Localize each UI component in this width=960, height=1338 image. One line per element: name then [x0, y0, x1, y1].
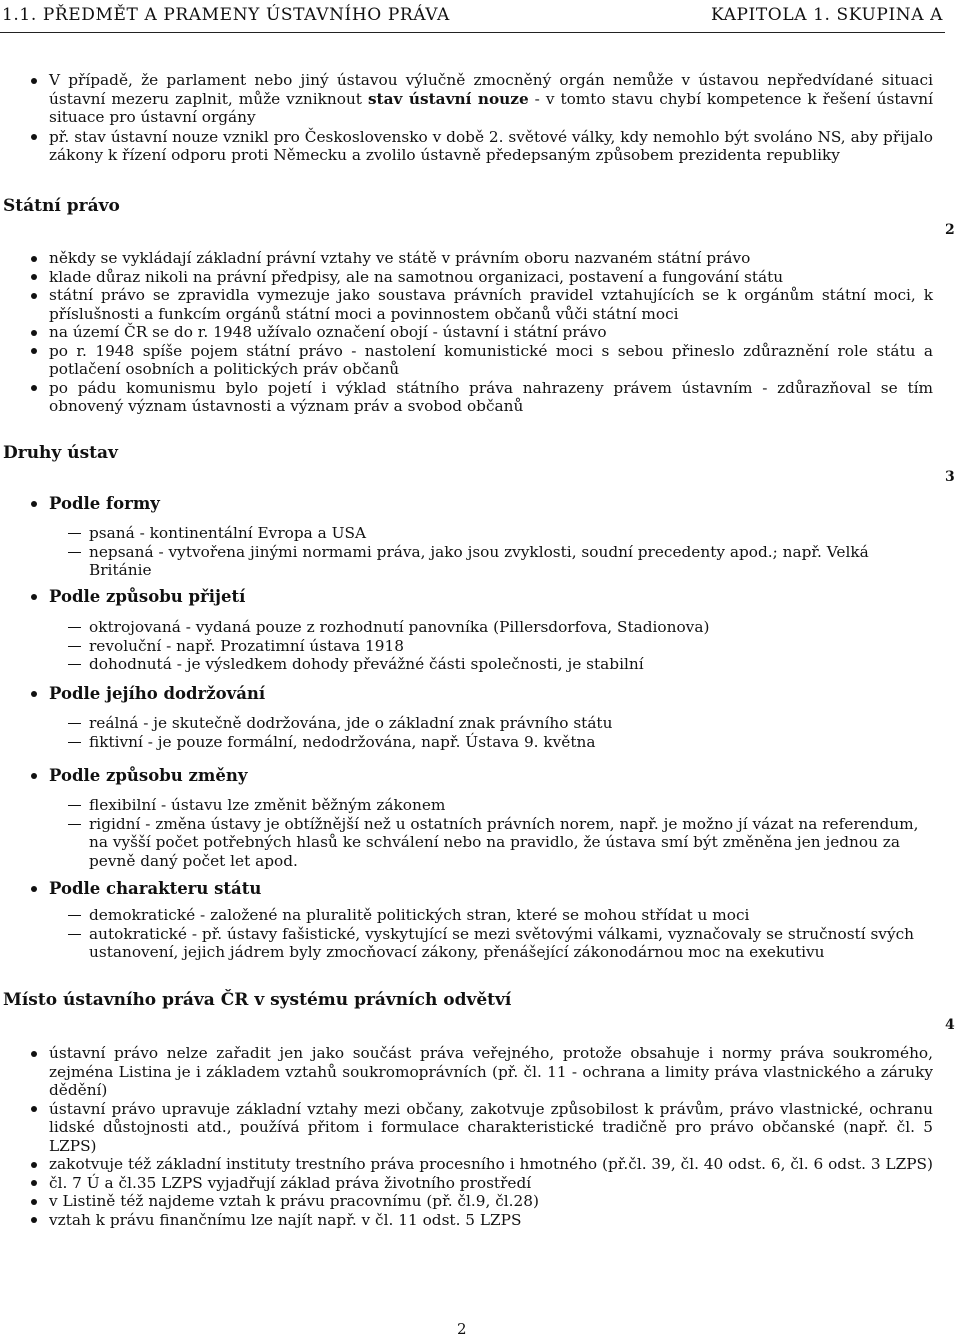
- sub-list: [89, 618, 928, 674]
- statni-pravo-list: [49, 249, 933, 416]
- list-item: fiktivní - je pouze formální, nedodržována, např. Ústava 9. května: [89, 733, 928, 752]
- section-heading-druhy-ustav: Druhy ústav: [3, 443, 118, 463]
- header-chapter-title: KAPITOLA 1. SKUPINA A: [711, 5, 943, 25]
- misto-list: [49, 1044, 933, 1229]
- list-item: flexibilní - ústavu lze změnit běžným zákonem: [89, 796, 928, 815]
- list-item: zakotvuje též základní instituty trestního práva procesního i hmotného (př.čl. 39, čl. 40 odst. 6, čl. 6 odst. 3 LZPS): [49, 1155, 933, 1173]
- section-number: 2: [945, 222, 955, 238]
- list-item: autokratické - př. ústavy fašistické, vyskytující se mezi světovými válkami, vyznačovaly se stručností svých ustanovení, jejich jádrem byly zmocňovací zákony, přenášející zákonodárnou moc na exekutivu: [89, 925, 928, 962]
- term-bold: stav ústavní nouze: [367, 89, 529, 108]
- sub-list: [89, 714, 928, 751]
- sub-list: [89, 524, 928, 580]
- group-heading: Podle formy: [49, 494, 160, 513]
- list-item: oktrojovaná - vydaná pouze z rozhodnutí panovníka (Pillersdorfova, Stadionova): [89, 618, 928, 637]
- list-item: po r. 1948 spíše pojem státní právo - nastolení komunistické moci s sebou přineslo zdůraznění role státu a potlačení osobních a politických práv občanů: [49, 341, 933, 378]
- list-item: klade důraz nikoli na právní předpisy, ale na samotnou organizaci, postavení a fungování státu: [49, 268, 933, 287]
- section-heading-statni-pravo: Státní právo: [3, 196, 120, 216]
- list-item: někdy se vykládají základní právní vztahy ve státě v právním oboru nazvaném státní právo: [49, 249, 933, 268]
- list-item: rigidní - změna ústavy je obtížnější než u ostatních právních norem, např. je možno jí vázat na referendum, na vyšší počet potřebných hlasů ke schválení nebo na pravidlo, že ústava smí být změněna jen jednou za pevně daný počet let apod.: [89, 815, 928, 871]
- sub-list: [89, 906, 928, 962]
- list-item: př. stav ústavní nouze vznikl pro Československo v době 2. světové války, kdy nemohlo být svoláno NS, aby přijalo zákony k řízení odporu proti Německu a zvolilo ústavně předepsaným způsobem prezidenta republiky: [49, 127, 933, 164]
- list-item: V případě, že parlament nebo jiný ústavou výlučně zmocněný orgán nemůže v ústavou nepředvídané situaci ústavní mezeru zaplnit, může vzniknout stav ústavní nouze - v tomto stavu chybí kompetence k řešení ústavní situace pro ústavní orgány: [49, 71, 933, 126]
- list-item: státní právo se zpravidla vymezuje jako soustava právních pravidel vztahujících se k orgánům státní moci, k příslušnosti a funkcím orgánů státní moci a povinnostem občanů vůči státní moci: [49, 286, 933, 323]
- list-item: reálná - je skutečně dodržována, jde o základní znak právního státu: [89, 714, 928, 733]
- section-heading-misto-ustavniho-prava: Místo ústavního práva ČR v systému právních odvětví: [3, 990, 512, 1010]
- header-section-title: 1.1. PŘEDMĚT A PRAMENY ÚSTAVNÍHO PRÁVA: [2, 5, 450, 25]
- sub-list: [89, 796, 928, 870]
- list-item: po pádu komunismu bylo pojetí i výklad státního práva nahrazeny právem ústavním - zdůrazňoval se tím obnovený význam ústavnosti a význam práv a svobod občanů: [49, 378, 933, 415]
- group-heading: Podle způsobu přijetí: [49, 587, 246, 606]
- page-number: 2: [457, 1320, 467, 1338]
- list-item: dohodnutá - je výsledkem dohody převážné části společnosti, je stabilní: [89, 655, 928, 674]
- list-item: revoluční - např. Prozatimní ústava 1918: [89, 637, 928, 656]
- list-item: demokratické - založené na pluralitě politických stran, které se mohou střídat u moci: [89, 906, 928, 925]
- section-number: 3: [945, 469, 955, 485]
- list-item: nepsaná - vytvořena jinými normami práva, jako jsou zvyklosti, soudní precedenty apod.; např. Velká Británie: [89, 543, 928, 580]
- group-heading: Podle charakteru státu: [49, 879, 262, 898]
- list-item: v Listině též najdeme vztah k právu pracovnímu (př. čl.9, čl.28): [49, 1192, 933, 1211]
- intro-list: [49, 71, 933, 165]
- list-item: ústavní právo upravuje základní vztahy mezi občany, zakotvuje způsobilost k právům, právo vlastnické, ochranu lidské důstojnosti atd., používá přitom i formulace charakteristické tradičně pro právo občanské (např. čl. 5 LZPS): [49, 1099, 933, 1155]
- list-item: vztah k právu finančnímu lze najít např. v čl. 11 odst. 5 LZPS: [49, 1211, 933, 1230]
- list-item: na území ČR se do r. 1948 užívalo označení obojí - ústavní i státní právo: [49, 323, 933, 342]
- group-heading: Podle způsobu změny: [49, 766, 248, 785]
- list-item: čl. 7 Ú a čl.35 LZPS vyjadřují základ práva životního prostředí: [49, 1174, 933, 1193]
- section-number: 4: [945, 1017, 955, 1033]
- list-item: ústavní právo nelze zařadit jen jako součást práva veřejného, protože obsahuje i normy práva soukromého, zejména Listina je i základem vztahů soukromoprávních (př. čl. 11 - ochrana a limity práva vlastnického a záruky dědění): [49, 1044, 933, 1099]
- running-header: [0, 0, 945, 33]
- list-item: psaná - kontinentální Evropa a USA: [89, 524, 928, 543]
- group-heading: Podle jejího dodržování: [49, 684, 266, 703]
